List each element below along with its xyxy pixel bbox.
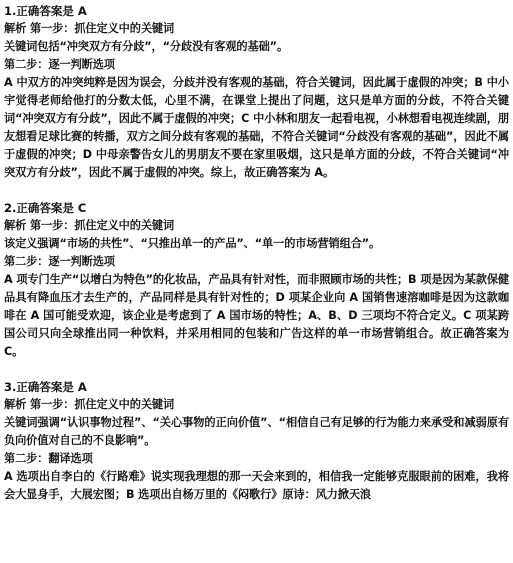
step1-heading-1: 解析 第一步：抓住定义中的关键词 xyxy=(4,22,175,35)
answer-section-2 xyxy=(4,199,509,361)
step1-heading-2: 解析 第一步：抓住定义中的关键词 xyxy=(4,219,175,232)
options-analysis-1: A 中双方的冲突纯粹是因为误会，分歧并没有客观的基础，符合关键词，因此属于虚假的冲突；B 中小宇觉得老师给他打的分数太低，心里不满，在课堂上提出了问题，这只是单方面的分歧，不符合关键词“冲突双方有分歧”，因此不属于虚假的冲突；C 中小林和朋友一起看电视，小林想看电视连续剧，朋友想看足球比赛的转播，双方之间分歧有客观的基础，不符合关键词“分歧没有客观的基础”，因此不属于虚假的冲突；D 中母亲警告女儿的男朋友不要在家里吸烟，这只是单方面的分歧，不符合关键词“冲突双方有分歧”，因此不属于虚假的冲突。综上，故正确答案为 A。 xyxy=(4,76,509,179)
step1-heading-3: 解析 第一步：抓住定义中的关键词 xyxy=(4,398,175,411)
answer-section-3 xyxy=(4,378,509,504)
answer-section-1 xyxy=(4,2,509,182)
keywords-1: 关键词包括“冲突双方有分歧”，“分歧没有客观的基础”。 xyxy=(4,40,289,53)
keywords-3: 关键词强调“认识事物过程”、“关心事物的正向价值”、“相信自己有足够的行为能力来承受和减弱原有负向价值对自己的不良影响”。 xyxy=(4,416,509,447)
answer-title-2: 2.正确答案是 C xyxy=(4,201,87,215)
section-divider xyxy=(4,182,509,199)
keywords-2: 该定义强调“市场的共性”、“只推出单一的产品”、“单一的市场营销组合”。 xyxy=(4,237,381,250)
step2-heading-1: 第二步：逐一判断选项 xyxy=(4,58,115,71)
options-analysis-3: A 选项出自李白的《行路难》说实现我理想的那一天会来到的，相信我一定能够克服眼前的困难，我将会大显身手，大展宏图；B 选项出自杨万里的《闷歌行》原诗：风力掀天浪 xyxy=(4,470,509,501)
answer-title-3: 3.正确答案是 A xyxy=(4,380,87,394)
section-divider xyxy=(4,361,509,378)
step2-heading-2: 第二步：逐一判断选项 xyxy=(4,255,115,268)
options-analysis-2: A 项专门生产“以增白为特色”的化妆品，产品具有针对性，而非照顾市场的共性；B 项是因为某款保健品具有降血压才去生产的，产品同样是具有针对性的；D 项某企业向 A 国销售速溶咖啡是因为这款咖啡在 A 国可能受欢迎，该企业是考虑到了 A 国市场的特性；A、B、D 三项均不符合定义。C 项某跨国公司只向全球推出同一种饮料，并采用相同的包装和广告这样的单一市场营销组合。故正确答案为 C。 xyxy=(4,273,509,358)
step2-heading-3: 第二步：翻译选项 xyxy=(4,452,93,465)
answer-title-1: 1.正确答案是 A xyxy=(4,4,87,18)
